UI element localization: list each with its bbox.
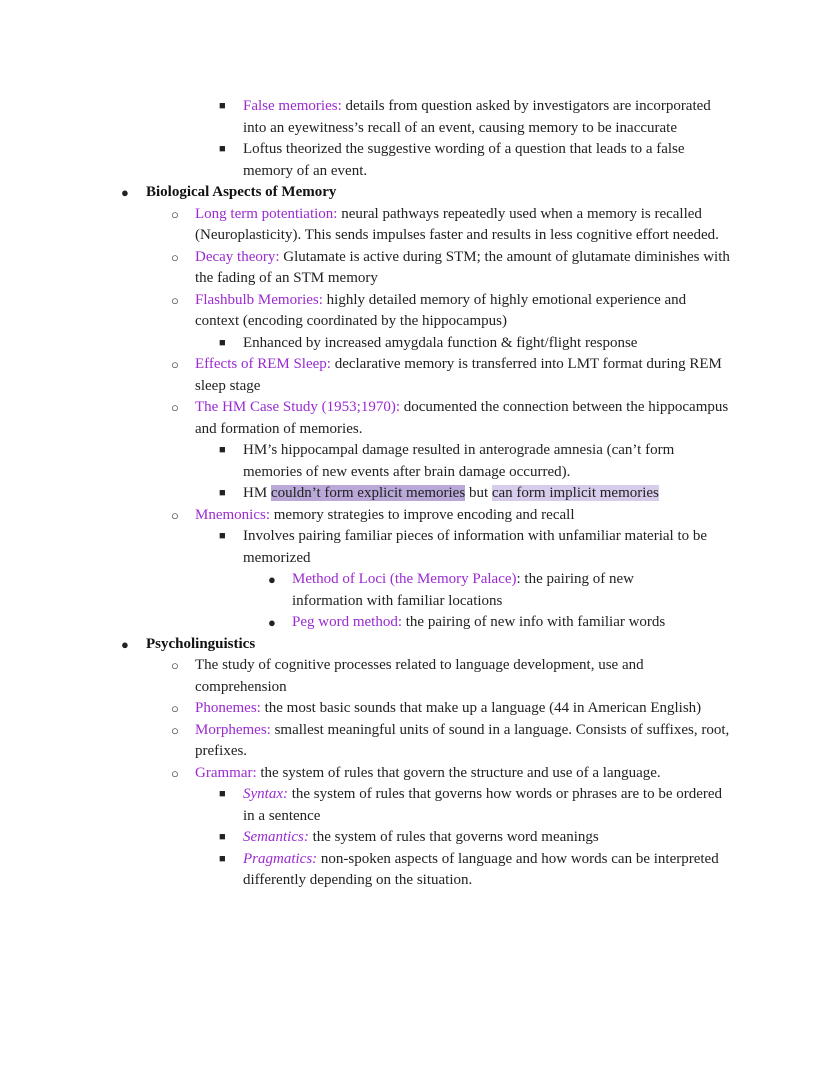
item-text: neural pathways repeatedly used when a memory is recalled (Neuroplasticity). This sends impulses faster and results in less cognitive effort needed. — [195, 205, 719, 243]
term-label: Syntax: — [243, 786, 288, 802]
item-text: but — [465, 485, 492, 501]
disc-bullet-icon: ● — [268, 572, 276, 587]
circle-bullet-icon: ○ — [171, 722, 179, 738]
item-text: memory strategies to improve encoding and recall — [270, 506, 575, 523]
circle-bullet-icon: ○ — [171, 765, 179, 781]
list-item-pragmatics — [0, 849, 828, 892]
circle-bullet-icon: ○ — [171, 658, 179, 673]
section-heading-psycholinguistics — [0, 634, 828, 656]
item-text: The study of cognitive processes related to language development, use and comprehension — [195, 657, 644, 695]
list-item-hm-explicit — [0, 483, 828, 505]
list-item-amygdala — [0, 333, 828, 355]
list-item-mnemonics — [0, 505, 828, 527]
term-label: Flashbulb Memories: — [195, 291, 323, 308]
item-text: declarative memory is transferred into LMT format during REM sleep stage — [195, 356, 722, 394]
item-text: the pairing of new info with familiar words — [402, 614, 666, 630]
term-label: Mnemonics: — [195, 506, 270, 523]
item-text: highly detailed memory of highly emotional experience and context (encoding coordinated by the hippocampus) — [195, 291, 687, 329]
list-item-study — [0, 655, 828, 698]
disc-bullet-icon: ● — [121, 185, 129, 200]
list-item-semantics — [0, 827, 828, 849]
list-item-flashbulb — [0, 290, 828, 333]
term-label: Method of Loci (the Memory Palace) — [292, 571, 517, 587]
square-bullet-icon: ■ — [219, 788, 226, 800]
item-text: Involves pairing familiar pieces of information with unfamiliar material to be memorized — [243, 528, 708, 566]
square-bullet-icon: ■ — [219, 336, 226, 349]
circle-bullet-icon: ○ — [171, 357, 179, 372]
item-text: smallest meaningful units of sound in a language. Consists of suffixes, root, prefixes. — [195, 721, 730, 759]
term-label: Morphemes: — [195, 721, 271, 738]
list-item-false-memories — [0, 96, 828, 139]
circle-bullet-icon: ○ — [171, 507, 179, 523]
square-bullet-icon: ■ — [219, 444, 226, 456]
list-item-pairing — [0, 526, 828, 569]
item-text: the system of rules that governs word meanings — [308, 829, 599, 845]
circle-bullet-icon: ○ — [171, 292, 179, 308]
square-bullet-icon: ■ — [219, 852, 226, 865]
term-label: Decay theory: — [195, 248, 280, 265]
circle-bullet-icon: ○ — [171, 249, 179, 265]
item-text: Loftus theorized the suggestive wording of a question that leads to a false memory of an event. — [243, 141, 685, 179]
highlighted-text: can form implicit memories — [491, 485, 659, 501]
square-bullet-icon: ■ — [219, 831, 226, 843]
item-text: Glutamate is active during STM; the amount of glutamate diminishes with the fading of an STM memory — [195, 248, 730, 286]
item-text: Enhanced by increased amygdala function & fight/flight response — [243, 334, 638, 351]
list-item-method-of-loci — [0, 569, 828, 612]
item-text: HM — [243, 485, 271, 501]
square-bullet-icon: ■ — [219, 530, 226, 542]
square-bullet-icon: ■ — [219, 143, 226, 155]
item-text: : the pairing of new information with familiar locations — [292, 571, 634, 609]
term-label: Peg word method: — [292, 614, 402, 630]
circle-bullet-icon: ○ — [171, 701, 179, 716]
list-item-morphemes — [0, 720, 828, 763]
list-item-rem-sleep — [0, 354, 828, 397]
list-item-hm-damage — [0, 440, 828, 483]
section-heading-biological — [0, 182, 828, 204]
list-item-loftus — [0, 139, 828, 182]
square-bullet-icon: ■ — [219, 100, 226, 112]
item-text: documented the connection between the hippocampus and formation of memories. — [195, 399, 729, 437]
list-item-phonemes — [0, 698, 828, 720]
item-text: details from question asked by investigators are incorporated into an eyewitness’s recall of an event, causing memory to be inaccurate — [243, 98, 711, 136]
list-item-grammar — [0, 763, 828, 785]
term-label: Long term potentiation: — [195, 205, 338, 222]
circle-bullet-icon: ○ — [171, 400, 179, 415]
heading-text: Psycholinguistics — [146, 635, 256, 652]
term-label: Pragmatics: — [243, 850, 318, 867]
circle-bullet-icon: ○ — [171, 206, 179, 222]
term-label: The HM Case Study (1953;1970): — [195, 399, 400, 415]
item-text: HM’s hippocampal damage resulted in anterograde amnesia (can’t form memories of new events after brain damage occurred). — [243, 442, 675, 480]
list-item-peg-word — [0, 612, 828, 634]
disc-bullet-icon: ● — [121, 636, 129, 652]
term-label: Grammar: — [195, 764, 257, 781]
term-label: Phonemes: — [195, 700, 261, 716]
item-text: the system of rules that govern the structure and use of a language. — [256, 764, 661, 781]
highlighted-text: couldn’t form explicit memories — [270, 485, 466, 501]
term-label: False memories: — [243, 98, 342, 114]
list-item-hm-case — [0, 397, 828, 440]
list-item-ltp — [0, 204, 828, 247]
heading-text: Biological Aspects of Memory — [146, 184, 337, 200]
item-text: the system of rules that governs how words or phrases are to be ordered in a sentence — [243, 786, 723, 824]
square-bullet-icon: ■ — [219, 487, 226, 499]
item-text: non-spoken aspects of language and how words can be interpreted differently depending on the situation. — [243, 850, 719, 888]
document-page — [0, 96, 828, 892]
list-item-syntax — [0, 784, 828, 827]
term-label: Semantics: — [243, 829, 309, 845]
disc-bullet-icon: ● — [268, 615, 276, 630]
item-text: the most basic sounds that make up a language (44 in American English) — [260, 700, 702, 716]
list-item-decay-theory — [0, 247, 828, 290]
term-label: Effects of REM Sleep: — [195, 356, 331, 372]
